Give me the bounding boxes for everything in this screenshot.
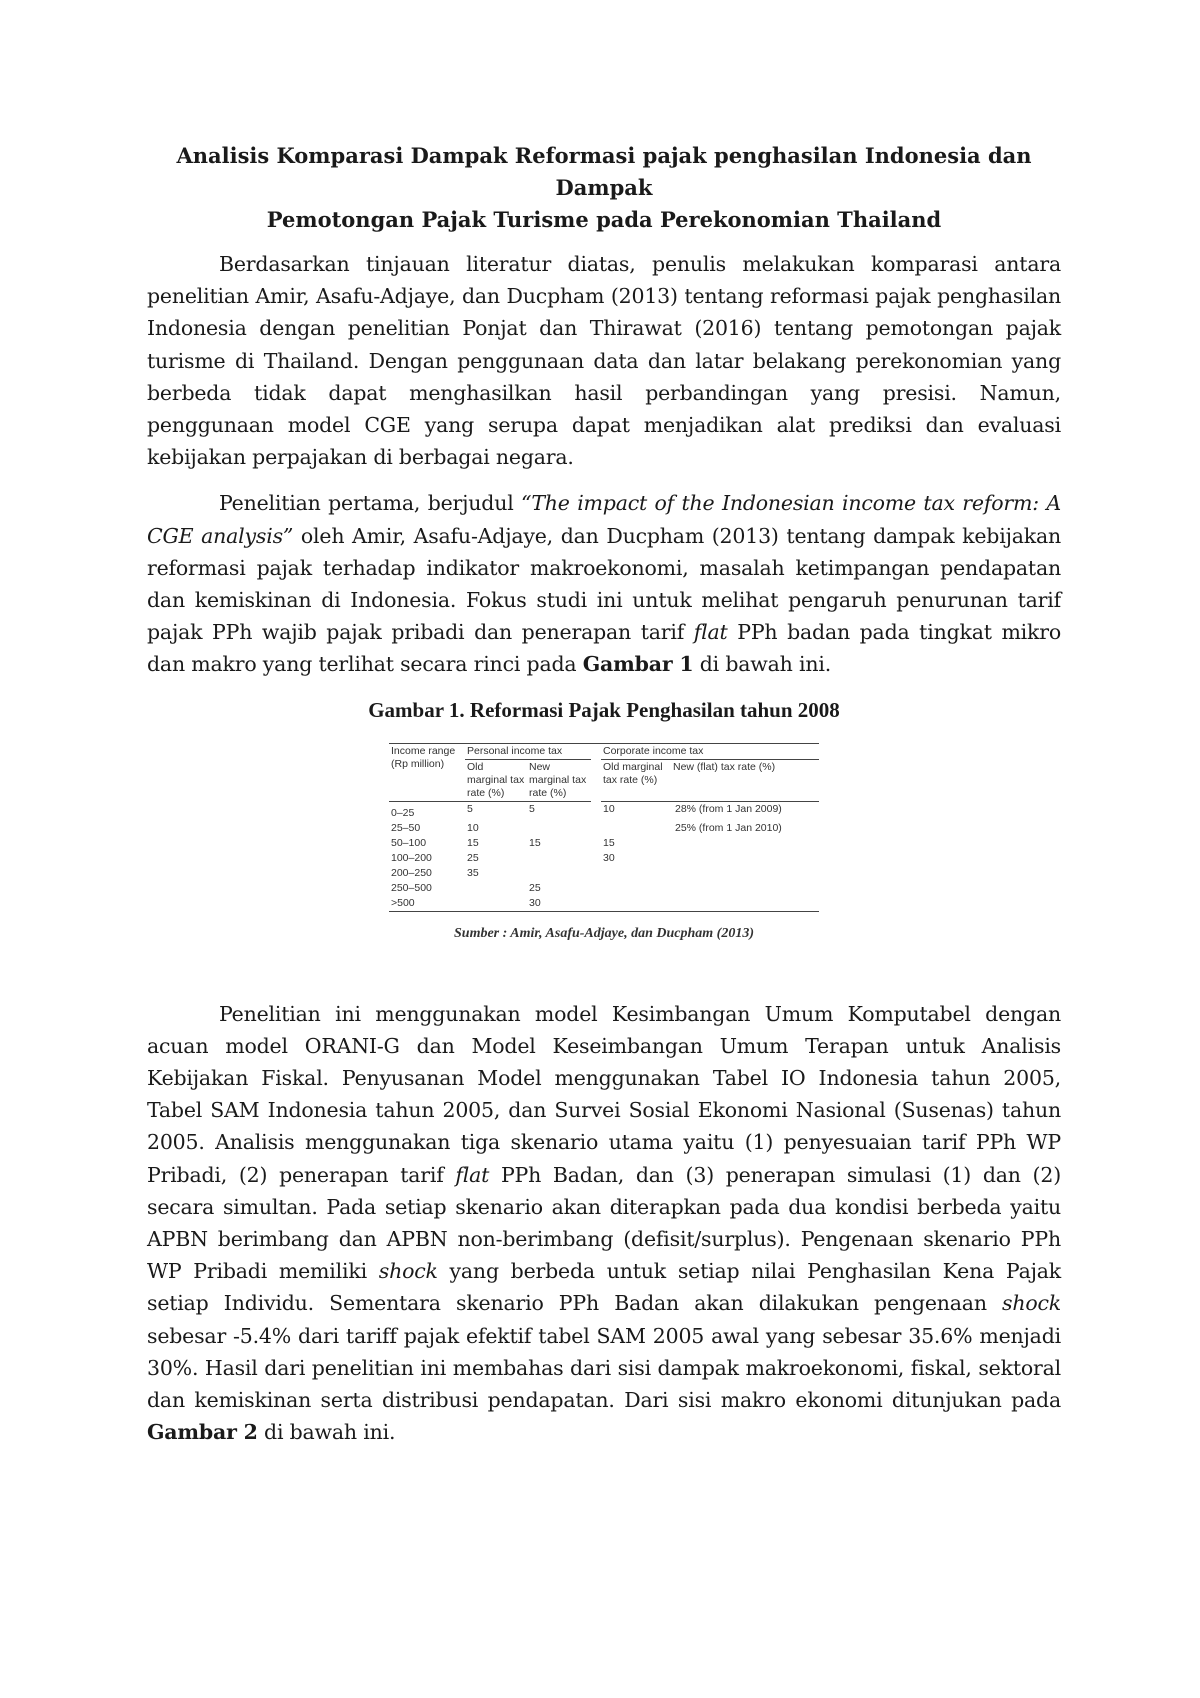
paper-title-italic: “The impact of the Indonesian income tax reform: A CGE analysis”	[147, 491, 1061, 548]
table-cell: 50–100	[391, 836, 427, 849]
para3-text-b: PPh Badan, dan (3) penerapan simulasi (1) dan (2) secara simultan. Pada setiap skenario akan diterapkan pada dua kondisi berbeda yaitu APBN berimbang dan APBN non-berimbang (defisit/surplus). Pengenaan skenario PPh WP Pribadi memiliki	[147, 1162, 1061, 1284]
table-cell: 25% (from 1 Jan 2010)	[675, 821, 782, 834]
para2-text-c: PPh badan pada tingkat mikro dan makro yang terlihat secara rinci pada	[147, 620, 1061, 677]
table-cell	[591, 851, 601, 866]
table-cell	[671, 866, 819, 881]
table-cell: 200–250	[391, 866, 432, 879]
table-cell: 0–25	[391, 806, 415, 819]
col-new-personal-rate: New marginal tax rate (%)	[527, 759, 591, 801]
table-row	[389, 836, 819, 851]
table-cell	[527, 866, 591, 881]
shock-italic-2: shock	[1002, 1291, 1061, 1316]
para3-text-a: Penelitian ini menggunakan model Kesimbangan Umum Komputabel dengan acuan model ORANI-G dan Model Keseimbangan Umum Terapan untuk Analisis Kebijakan Fiskal. Penyusanan Model menggunakan Tabel IO Indonesia tahun 2005, Tabel SAM Indonesia tahun 2005, dan Survei Sosial Ekonomi Nasional (Susenas) tahun 2005. Analisis menggunakan tiga skenario utama yaitu (1) penyesuaian tarif PPh WP Pribadi, (2) penerapan tarif	[147, 1001, 1061, 1187]
flat-italic: flat	[693, 620, 728, 645]
col-old-personal-rate: Old marginal tax rate (%)	[465, 759, 527, 801]
table-row	[389, 851, 819, 866]
table-cell: 5	[467, 802, 473, 815]
table-cell: 25–50	[391, 821, 421, 834]
table-cell	[601, 881, 671, 896]
para2-text-a: Penelitian pertama, berjudul	[219, 491, 522, 516]
table-row	[389, 881, 819, 896]
table-cell	[601, 866, 671, 881]
para3-text-d: sebesar -5.4% dari tariff pajak efektif tabel SAM 2005 awal yang sebesar 35.6% menjadi 30%. Hasil dari penelitian ini membahas dari sisi dampak makroekonomi, fiskal, sektoral dan kemiskinan serta distribusi pendapatan. Dari sisi makro ekonomi ditunjukan pada	[147, 1323, 1061, 1413]
figure-1-reference: Gambar 1	[582, 652, 694, 677]
figure-1-caption: Gambar 1. Reformasi Pajak Penghasilan tahun 2008	[368, 697, 840, 722]
table-cell	[671, 851, 819, 866]
table-cell: 10	[603, 802, 615, 815]
figure-1-source: Sumber : Amir, Asafu-Adjaye, dan Ducpham (2013)	[454, 925, 754, 941]
table-cell	[591, 881, 601, 896]
document-title	[147, 140, 1061, 236]
group-corporate-income-tax: Corporate income tax	[601, 743, 819, 759]
table-header-row	[389, 743, 819, 759]
table-cell: 5	[529, 802, 535, 815]
figure-2-reference: Gambar 2	[147, 1420, 258, 1445]
title-line-2: Pemotongan Pajak Turisme pada Perekonomian Thailand	[266, 207, 942, 232]
table-cell: 35	[467, 866, 479, 879]
title-line-1: Analisis Komparasi Dampak Reformasi pajak penghasilan Indonesia dan Dampak	[176, 143, 1032, 200]
para2-text-d: di bawah ini.	[693, 652, 832, 677]
paragraph-2	[147, 487, 1061, 680]
table-cell	[671, 881, 819, 896]
table-cell	[527, 851, 591, 866]
table-cell	[671, 896, 819, 912]
table-cell	[591, 801, 601, 821]
table-row	[389, 896, 819, 912]
paragraph-3	[147, 998, 1061, 1449]
table-cell: 30	[603, 851, 615, 864]
shock-italic-1: shock	[378, 1259, 438, 1284]
table-row	[389, 801, 819, 821]
table-row	[389, 821, 819, 836]
group-personal-income-tax: Personal income tax	[465, 743, 591, 759]
flat-italic-2: flat	[455, 1162, 490, 1187]
table-cell: 250–500	[391, 881, 432, 894]
table-cell: 15	[529, 836, 541, 849]
table-cell	[591, 821, 601, 836]
table-cell: 28% (from 1 Jan 2009)	[675, 802, 782, 815]
tax-rate-table	[389, 743, 819, 912]
table-cell	[591, 836, 601, 851]
table-cell: 10	[467, 821, 479, 834]
col-income-range: Income range (Rp million)	[389, 743, 465, 801]
document-page	[147, 140, 1061, 1462]
table-cell	[601, 896, 671, 912]
table-cell	[591, 896, 601, 912]
table-body	[389, 801, 819, 911]
figure-1-table	[389, 743, 819, 912]
col-old-corporate-rate: Old marginal tax rate (%)	[601, 759, 671, 801]
table-cell	[671, 836, 819, 851]
table-cell: 25	[467, 851, 479, 864]
para3-text-e: di bawah ini.	[257, 1420, 396, 1445]
table-cell: 100–200	[391, 851, 432, 864]
table-cell	[465, 881, 527, 896]
para3-text-c: yang berbeda untuk setiap nilai Penghasilan Kena Pajak setiap Individu. Sementara skenario PPh Badan akan dilakukan pengenaan	[147, 1259, 1062, 1316]
table-cell: 15	[603, 836, 615, 849]
table-cell	[601, 821, 671, 836]
paragraph-1: Berdasarkan tinjauan literatur diatas, penulis melakukan komparasi antara penelitian Amir, Asafu-Adjaye, dan Ducpham (2013) tentang reformasi pajak penghasilan Indonesia dengan penelitian Ponjat dan Thirawat (2016) tentang pemotongan pajak turisme di Thailand. Dengan penggunaan data dan latar belakang perekonomian yang berbeda tidak dapat menghasilkan hasil perbandingan yang presisi. Namun, penggunaan model CGE yang serupa dapat menjadikan alat prediksi dan evaluasi kebijakan perpajakan di berbagai negara.	[147, 252, 1061, 470]
table-cell: 25	[529, 881, 541, 894]
para2-text-b: oleh Amir, Asafu-Adjaye, dan Ducpham (2013) tentang dampak kebijakan reformasi pajak terhadap indikator makroekonomi, masalah ketimpangan pendapatan dan kemiskinan di Indonesia. Fokus studi ini untuk melihat pengaruh penurunan tarif pajak PPh wajib pajak pribadi dan penerapan tarif	[147, 523, 1061, 645]
col-new-corporate-rate: New (flat) tax rate (%)	[671, 759, 819, 801]
table-cell: 30	[527, 896, 591, 912]
table-cell	[527, 821, 591, 836]
table-cell: >500	[389, 896, 465, 912]
table-row	[389, 866, 819, 881]
table-cell	[465, 896, 527, 912]
table-cell: 15	[467, 836, 479, 849]
table-cell	[591, 866, 601, 881]
